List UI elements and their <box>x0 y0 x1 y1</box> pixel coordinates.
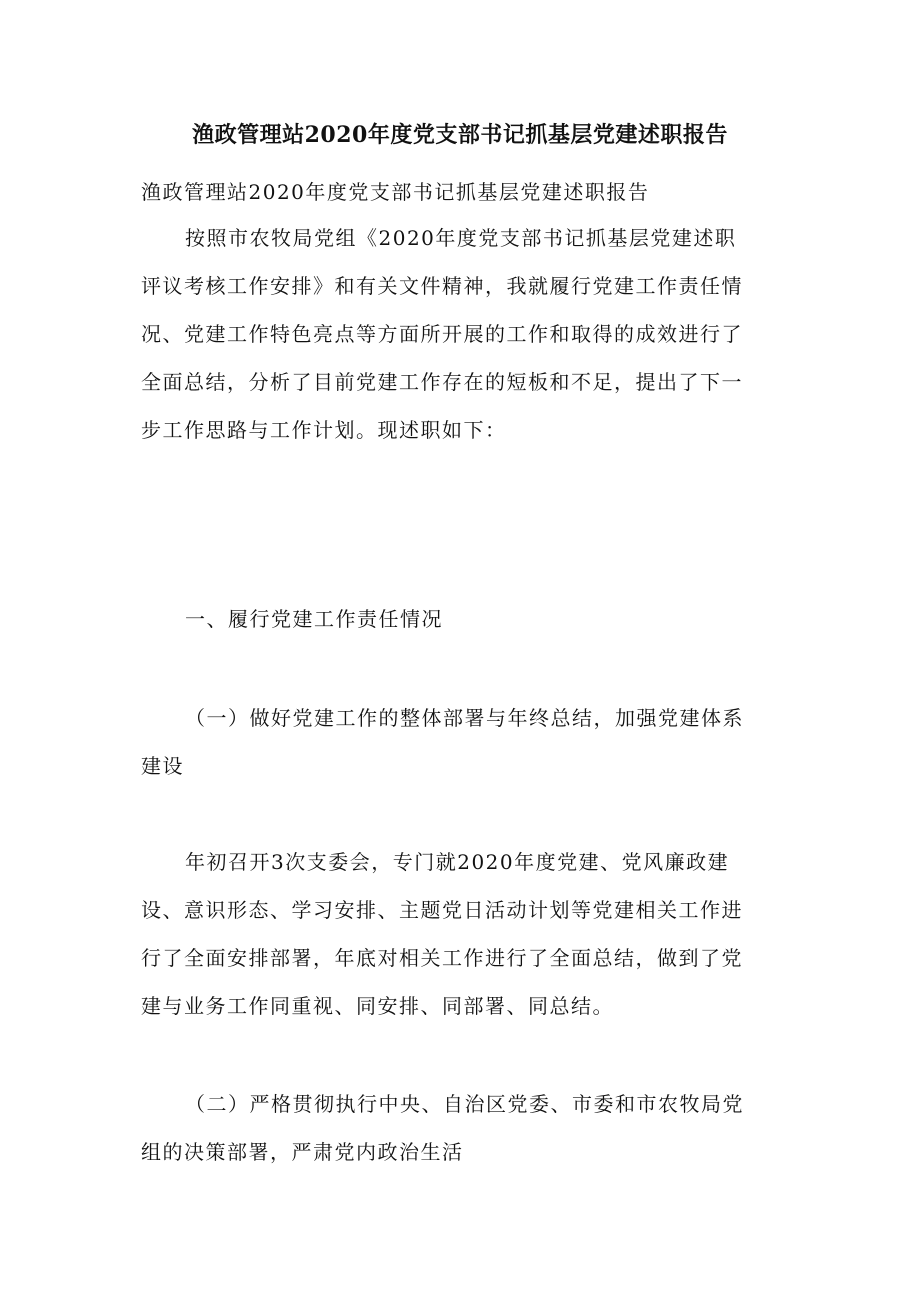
subtitle-line: 渔政管理站2020年度党支部书记抓基层党建述职报告 <box>141 180 650 204</box>
subsection-2-line-1: （二）严格贯彻执行中央、自治区党委、市委和市农牧局党 <box>185 1092 744 1116</box>
intro-line-5: 步工作思路与工作计划。现述职如下： <box>141 418 507 442</box>
subsection-heading-2 <box>141 1080 781 1176</box>
body-paragraph-1 <box>141 838 781 1030</box>
document-title: 渔政管理站2020年度党支部书记抓基层党建述职报告 <box>192 122 728 148</box>
intro-line-4: 全面总结，分析了目前党建工作存在的短板和不足，提出了下一 <box>141 370 743 394</box>
intro-line-1: 按照市农牧局党组《2020年度党支部书记抓基层党建述职 <box>185 226 737 250</box>
intro-line-2: 评议考核工作安排》和有关文件精神，我就履行党建工作责任情 <box>141 274 743 298</box>
subsection-heading-1 <box>141 694 781 790</box>
subsection-1-line-2: 建设 <box>141 754 184 778</box>
section-heading-1-text: 一、履行党建工作责任情况 <box>185 607 443 631</box>
paragraph-1-line-4: 建与业务工作同重视、同安排、同部署、同总结。 <box>141 994 614 1018</box>
intro-paragraph <box>141 214 781 454</box>
paragraph-1-line-2: 设、意识形态、学习安排、主题党日活动计划等党建相关工作进 <box>141 898 743 922</box>
document-subtitle <box>141 168 781 216</box>
section-heading-1 <box>141 595 781 643</box>
subsection-1-line-1: （一）做好党建工作的整体部署与年终总结，加强党建体系 <box>185 706 744 730</box>
paragraph-1-line-3: 行了全面安排部署，年底对相关工作进行了全面总结，做到了党 <box>141 946 743 970</box>
subsection-2-line-2: 组的决策部署，严肃党内政治生活 <box>141 1140 464 1164</box>
intro-line-3: 况、党建工作特色亮点等方面所开展的工作和取得的成效进行了 <box>141 322 743 346</box>
paragraph-1-line-1: 年初召开3次支委会，专门就2020年度党建、党风廉政建 <box>185 850 730 874</box>
